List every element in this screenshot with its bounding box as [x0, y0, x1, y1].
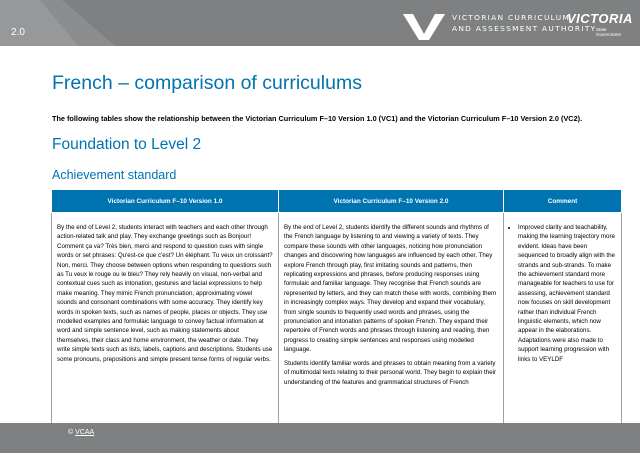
version-label: 2.0: [11, 27, 25, 38]
header-vc2: Victorian Curriculum F–10 Version 2.0: [279, 190, 504, 213]
victoria-wordmark: VICTORIA: [567, 11, 633, 26]
comparison-table: [51, 189, 622, 444]
intro-text: The following tables show the relationship between the Victorian Curriculum F–10 Version 1.0 (VC1) and the Victorian Curriculum F–10 Version 2.0 (VC2).: [52, 114, 583, 123]
page-title: French – comparison of curriculums: [52, 72, 362, 94]
vc2-cell: [279, 213, 504, 445]
copyright-symbol: ©: [68, 429, 74, 436]
vc1-cell: [52, 213, 279, 445]
comment-cell: [504, 213, 622, 445]
vc1-text: By the end of Level 2, students interact with teachers and each other through action-related talk and play. They exchange greetings such as Bonjour! Comment ça va? Très bien, merci and respond to question cues with single words or set phrases: Qu'est-ce que c'est? Un éléphant. Tu veux un croissant? Non, merci. They choose between options when responding to questions such as Tu veux le rouge ou le bleu? They rely heavily on visual, non-verbal and contextual cues such as intonation, gestures and facial expressions to help make meaning. They mimic French pronunciation, approximating vowel sounds and consonant combinations with some accuracy. They identify key words in spoken texts, such as names of people, places or objects. They use modelled examples and formulaic language to convey factual information at word and simple sentence level, such as making statements about themselves, their class and home environment, the weather or date. They write simple texts such as lists, labels, captions and descriptions. Students use some pronouns, prepositions and simple present tense forms of regular verbs.: [57, 224, 273, 363]
comment-list: [509, 223, 616, 364]
vcaa-logo-icon: [403, 10, 445, 40]
vc2-paragraph-2: Students identify familiar words and phrases to obtain meaning from a variety of multimodal texts relating to their personal world. They begin to explain their understanding of the features and grammatical structures of French: [284, 359, 497, 386]
vcaa-wordmark: VICTORIAN CURRICULUM AND ASSESSMENT AUTHORITY: [452, 13, 597, 33]
header-vc1: Victorian Curriculum F–10 Version 1.0: [52, 190, 279, 213]
header-chevron-shape: [0, 0, 115, 46]
section-heading: Foundation to Level 2: [52, 136, 202, 153]
table-header-row: [52, 190, 622, 213]
page-footer: [0, 423, 640, 453]
vcaa-link[interactable]: VCAA: [75, 429, 95, 436]
table-row: [52, 213, 622, 445]
copyright: [68, 429, 94, 436]
vc2-paragraph-1: By the end of Level 2, students identify the different sounds and rhythms of the French language by listening to and viewing a variety of texts. They compare these sounds with other languages, noticing how pronunciation changes and discovering how languages are influenced by each other. They explore French through play, first imitating sounds and patterns, then replicating expressions and phrases, before producing responses using formulaic and familiar language. They recognise that French sounds are represented by letters, and they can match these with words, combining them in increasingly complex ways. They develop and expand their vocabulary, from single sounds to frequently used words and phrases, using the pronunciation and intonation patterns of spoken French. They expand their repertoire of French words and phrases through listening and reading, then progress to creating simple sentences and responses using modelled language.: [284, 224, 497, 354]
page-header: [0, 0, 640, 46]
state-government-label: State Government: [596, 27, 621, 37]
header-comment: Comment: [504, 190, 622, 213]
subsection-heading: Achievement standard: [52, 168, 177, 182]
comment-item: • Improved clarity and teachability, making the learning trajectory more evident. Ideas have been sequenced to broadly align with the strands and sub-strands. To make the achievement standard more manageable for teachers to use for assessing, achievement standard now focuses on skill development rather than individual French linguistic elements, which now appear in the elaborations. Adaptations were also made to support learning progression with links to VEYLDF: [518, 223, 616, 364]
